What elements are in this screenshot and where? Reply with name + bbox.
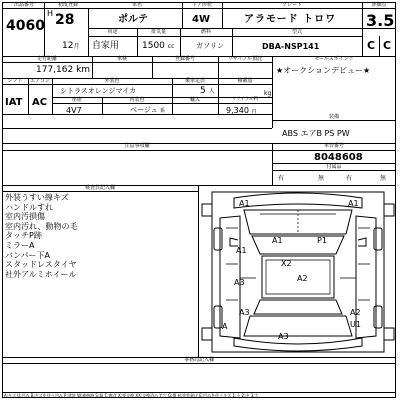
row-line bbox=[2, 84, 272, 85]
capacity-label: 乗車定員 bbox=[184, 78, 205, 84]
damage-mark: X2 bbox=[281, 259, 292, 268]
header-label-line bbox=[2, 8, 396, 9]
grade-label: グレード bbox=[281, 2, 302, 8]
model-code: DBA-NSP141 bbox=[262, 42, 320, 51]
recycle-value: 9,340 bbox=[226, 106, 249, 115]
score-label: 評価点 bbox=[371, 2, 387, 8]
seat: 4V7 bbox=[66, 106, 82, 115]
damage-mark: U1 bbox=[350, 320, 361, 329]
mileage bbox=[36, 65, 90, 76]
seat-label: 座席 bbox=[71, 97, 82, 103]
row-line bbox=[88, 36, 362, 37]
divider bbox=[218, 78, 219, 114]
car-damage-diagram bbox=[200, 188, 396, 356]
damage-mark: A2 bbox=[350, 308, 361, 317]
door-label: ドア形状 bbox=[192, 2, 212, 8]
import-label: 輸入 bbox=[189, 97, 200, 103]
damage-mark: P1 bbox=[317, 236, 327, 245]
car-name-label: 車名 bbox=[131, 2, 142, 8]
air-conditioner: AC bbox=[32, 97, 48, 108]
damage-mark: A1 bbox=[236, 246, 247, 255]
sale-points-label: セールスポイント bbox=[314, 56, 354, 62]
recycle-label: リサイクル料 bbox=[231, 97, 259, 102]
shift-label: シフト bbox=[7, 78, 23, 84]
damage-legend: A:キズ U:凹み B:キズを伴う凹み P:塗装 W:補修跡 S:錆 C:腐食 X:要交換 XX:交換済み Y:穴 G:傷 H:塗装剥げ E:凹みを伴うキズ 1:小 2:中 3:大 bbox=[4, 393, 259, 398]
damage-mark: A3 bbox=[234, 278, 245, 287]
fuel-label: 燃料 bbox=[200, 29, 211, 35]
interior-color bbox=[130, 105, 165, 117]
color-label: 外装色 bbox=[104, 78, 120, 84]
row-line bbox=[272, 120, 396, 121]
inspector-note: 社外アルミホイール bbox=[5, 269, 77, 279]
notes-label: 注意事項欄 bbox=[124, 143, 150, 149]
inspector-note: 室内汚れ、動物の毛 bbox=[5, 221, 78, 231]
exterior-color: シトラスオレンジマイカ bbox=[60, 87, 137, 95]
divider bbox=[379, 36, 380, 56]
equipment-label: 装備 bbox=[328, 114, 339, 120]
displacement bbox=[142, 41, 174, 52]
interior-label: 内装色 bbox=[129, 97, 145, 103]
divider bbox=[28, 78, 29, 114]
row-line bbox=[2, 62, 272, 63]
interior-score: C bbox=[367, 39, 376, 52]
year: 28 bbox=[55, 12, 75, 28]
tools-yes-2: 有 bbox=[346, 175, 353, 182]
row-line bbox=[2, 128, 272, 129]
damage-mark: A1 bbox=[272, 236, 283, 245]
frame-label: 車台番号 bbox=[323, 143, 344, 149]
tools-label: 付属品 bbox=[326, 164, 342, 170]
inspector-label: 検査員記入欄 bbox=[84, 185, 115, 191]
registration-label: 登録番号 bbox=[174, 56, 195, 62]
era: H bbox=[47, 9, 54, 18]
tools-yes: 有 bbox=[278, 175, 285, 182]
equipment: ABS エアB PS PW bbox=[282, 129, 350, 138]
inspector-note: ハンドルすれ bbox=[5, 202, 53, 212]
overall-score: 3.5 bbox=[366, 11, 395, 30]
damage-mark: A3 bbox=[278, 332, 289, 341]
mileage-value: 177,162 bbox=[36, 65, 74, 75]
lot-number: 4060 bbox=[6, 18, 45, 34]
capacity-unit: 人 bbox=[208, 88, 215, 95]
capacity bbox=[200, 86, 215, 97]
load-unit: kg bbox=[264, 90, 272, 97]
frame-number: 8048608 bbox=[314, 152, 363, 163]
divider bbox=[222, 2, 223, 28]
divider bbox=[152, 56, 153, 78]
cc-value: 1500 bbox=[142, 41, 165, 51]
divider bbox=[362, 2, 363, 56]
rebate-label: リサイクル預託 bbox=[227, 56, 263, 62]
mileage-unit: km bbox=[76, 65, 91, 75]
grade: アラモード トロワ bbox=[244, 14, 337, 25]
divider bbox=[172, 78, 173, 114]
divider bbox=[218, 56, 219, 78]
cc-unit: cc bbox=[167, 43, 175, 50]
damage-mark: A1 bbox=[348, 199, 359, 208]
damage-mark: A2 bbox=[297, 274, 308, 283]
use-label: 用途 bbox=[107, 29, 118, 35]
row-line bbox=[2, 363, 396, 364]
row-line bbox=[2, 114, 272, 115]
exterior-score: C bbox=[383, 39, 392, 52]
shift: IAT bbox=[5, 97, 23, 108]
row-line bbox=[52, 103, 272, 104]
inspector-note: ミラーA bbox=[5, 241, 35, 250]
divider bbox=[198, 185, 199, 357]
damage-mark: A1 bbox=[239, 199, 250, 208]
mileage-label: 走行距離 bbox=[36, 56, 57, 62]
inspector-note: スタッドレスタイヤ bbox=[5, 260, 77, 270]
interior-unit: 系 bbox=[159, 108, 165, 114]
inspector-note: タッチP跡 bbox=[5, 231, 42, 241]
month-value: 12 bbox=[62, 41, 74, 51]
car-name: ポルテ bbox=[118, 14, 148, 25]
office-label: 事務局記入欄 bbox=[183, 357, 214, 363]
row-line bbox=[2, 150, 396, 151]
tools-none: 無 bbox=[318, 175, 325, 182]
recycle-fee bbox=[226, 105, 256, 118]
lot-no-label: 出品番号 bbox=[13, 2, 34, 8]
inspector-note: バンパー下A bbox=[5, 250, 50, 260]
divider bbox=[102, 97, 103, 114]
model-label: 型式 bbox=[291, 29, 302, 35]
fuel: ガソリン bbox=[196, 42, 224, 50]
damage-mark: A3 bbox=[239, 308, 250, 317]
inspection-label: 車検 bbox=[116, 56, 127, 62]
year-label: 初度登録 bbox=[57, 2, 78, 8]
tools-none-2: 無 bbox=[380, 175, 387, 182]
ac-label: エアコン bbox=[30, 78, 50, 84]
inspector-note: 室内汚損傷 bbox=[5, 212, 45, 222]
use: 自家用 bbox=[92, 41, 120, 51]
sale-points: ★オークションデビュー★ bbox=[276, 66, 371, 75]
month-unit: 月 bbox=[73, 43, 80, 50]
divider bbox=[52, 78, 53, 114]
recycle-unit: 円 bbox=[251, 109, 257, 115]
divider bbox=[92, 56, 93, 78]
damage-mark: A bbox=[222, 322, 228, 331]
divider bbox=[182, 2, 183, 28]
door-type: 4W bbox=[192, 14, 210, 25]
row-line bbox=[272, 170, 396, 171]
interior-value: ベージュ bbox=[130, 106, 158, 114]
inspector-note: 外装うすい線キズ bbox=[5, 193, 69, 202]
capacity-value: 5 bbox=[200, 86, 206, 96]
load-label: 積載量 bbox=[237, 78, 253, 84]
first-reg-month bbox=[62, 41, 79, 52]
cc-label: 排気量 bbox=[150, 29, 166, 35]
row-line bbox=[2, 191, 198, 192]
